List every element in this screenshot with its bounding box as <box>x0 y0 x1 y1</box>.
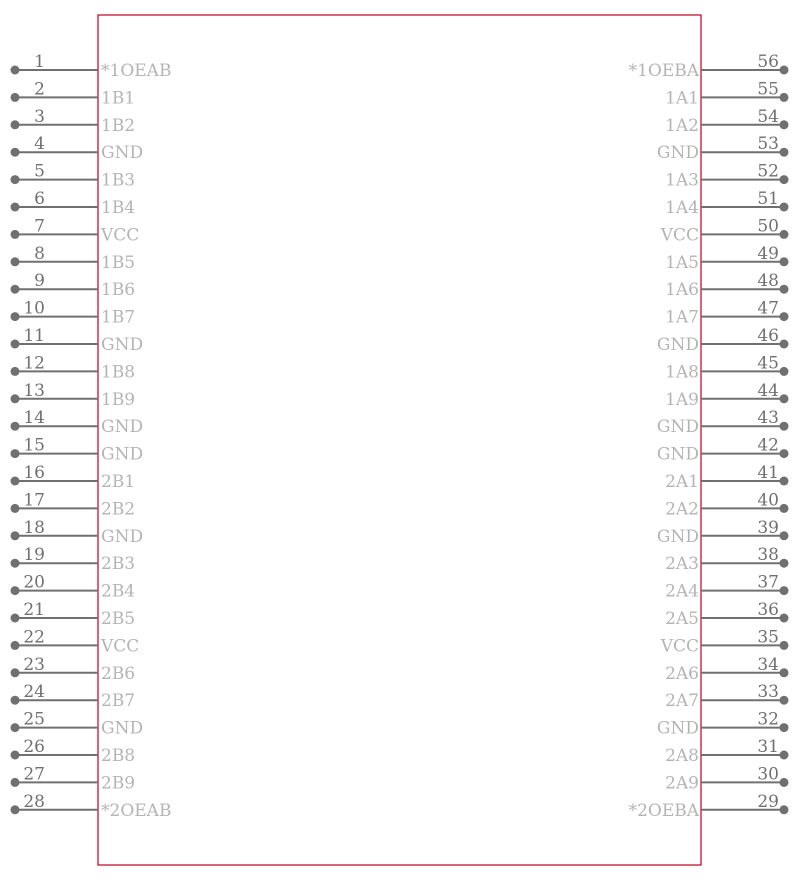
pin-right-25 <box>665 737 788 766</box>
pin-end-dot <box>11 120 20 129</box>
pin-right-14 <box>657 436 789 465</box>
pin-name: 1B4 <box>101 198 136 218</box>
pin-end-dot <box>780 805 789 814</box>
pin-right-11 <box>665 353 788 382</box>
pin-number: 30 <box>757 764 779 785</box>
pin-name: 1A5 <box>665 252 699 273</box>
pin-name: GND <box>101 335 144 355</box>
pin-name: 1A2 <box>665 115 699 136</box>
pin-name: *1OEAB <box>101 61 172 81</box>
pin-end-dot <box>780 449 789 458</box>
pin-number: 15 <box>23 435 45 456</box>
pin-end-dot <box>780 778 789 787</box>
pin-end-dot <box>11 257 20 266</box>
pin-number: 53 <box>757 134 779 155</box>
pin-right-1 <box>665 79 788 108</box>
pin-right-0 <box>629 52 789 81</box>
pin-number: 55 <box>757 79 779 100</box>
pin-number: 25 <box>23 709 45 730</box>
pin-end-dot <box>11 312 20 321</box>
pin-name: VCC <box>660 225 699 246</box>
pin-right-17 <box>657 518 789 547</box>
pin-number: 7 <box>34 216 45 237</box>
pin-end-dot <box>11 723 20 732</box>
pin-end-dot <box>11 614 20 623</box>
pin-right-12 <box>665 381 788 410</box>
pin-number: 21 <box>23 600 45 620</box>
pin-end-dot <box>780 422 789 431</box>
pin-number: 33 <box>757 682 779 703</box>
pin-name: 2B2 <box>101 499 136 520</box>
pin-name: 1A6 <box>665 280 699 301</box>
pin-name: 1A1 <box>665 88 699 109</box>
pin-end-dot <box>11 285 20 294</box>
pin-name: GND <box>101 526 144 547</box>
pin-number: 51 <box>757 189 779 209</box>
pin-left-1 <box>11 79 136 108</box>
pin-number: 4 <box>34 134 45 155</box>
pin-number: 16 <box>23 463 45 483</box>
pin-end-dot <box>780 257 789 266</box>
pin-left-11 <box>11 353 136 382</box>
pin-left-3 <box>11 134 144 163</box>
pin-name: 1A8 <box>665 362 699 383</box>
pin-number: 49 <box>757 243 779 264</box>
pin-end-dot <box>780 504 789 513</box>
pin-number: 20 <box>23 572 45 593</box>
pin-left-13 <box>11 408 144 437</box>
pin-left-23 <box>11 682 136 711</box>
pin-right-13 <box>657 408 789 437</box>
pin-name: *2OEAB <box>101 800 172 821</box>
pin-number: 56 <box>757 52 779 72</box>
pin-number: 43 <box>757 408 779 429</box>
pin-name: 1B2 <box>101 115 136 136</box>
pin-name: 2B8 <box>101 746 136 766</box>
pin-name: 2A6 <box>665 663 699 684</box>
pin-end-dot <box>780 668 789 677</box>
pin-name: GND <box>101 417 144 438</box>
pin-number: 8 <box>34 243 45 264</box>
pin-end-dot <box>780 394 789 403</box>
pin-name: 2B5 <box>101 609 136 629</box>
pin-end-dot <box>780 312 789 321</box>
pin-end-dot <box>780 531 789 540</box>
pin-left-22 <box>11 655 136 684</box>
pin-name: GND <box>656 718 699 739</box>
pin-name: VCC <box>660 636 699 657</box>
pin-left-16 <box>11 490 136 519</box>
pin-number: 34 <box>757 654 779 675</box>
pin-name: 2B3 <box>101 554 136 575</box>
pin-number: 40 <box>757 490 779 511</box>
pin-left-0 <box>11 52 172 81</box>
pin-name: 2A1 <box>665 472 699 492</box>
pin-number: 54 <box>757 106 779 127</box>
pin-name: 2A8 <box>665 746 699 766</box>
pin-number: 32 <box>757 709 779 730</box>
pin-end-dot <box>11 394 20 403</box>
pin-end-dot <box>780 641 789 650</box>
pin-name: 2A2 <box>665 499 699 520</box>
pin-number: 6 <box>34 189 45 209</box>
pin-left-27 <box>11 792 172 821</box>
pin-right-15 <box>665 463 788 492</box>
right-pin-column <box>629 52 789 821</box>
pin-number: 5 <box>34 161 45 182</box>
pin-left-7 <box>11 244 136 273</box>
pin-name: 2B9 <box>101 773 136 794</box>
pin-number: 42 <box>757 435 779 456</box>
pin-name: GND <box>656 526 699 547</box>
pin-number: 37 <box>757 572 779 593</box>
pin-end-dot <box>780 148 789 157</box>
pin-name: 1A3 <box>665 170 699 191</box>
pin-end-dot <box>780 559 789 568</box>
pin-name: 2A4 <box>665 581 699 602</box>
pin-name: 2B1 <box>101 472 136 492</box>
pin-number: 46 <box>757 326 779 346</box>
pin-name: GND <box>656 335 699 355</box>
pin-number: 23 <box>23 654 45 675</box>
pin-end-dot <box>780 586 789 595</box>
pin-right-19 <box>665 573 788 602</box>
pin-number: 26 <box>23 737 45 757</box>
pin-left-17 <box>11 518 144 547</box>
pin-name: 2B6 <box>101 663 136 684</box>
pin-end-dot <box>780 723 789 732</box>
pin-number: 50 <box>757 216 779 237</box>
pin-right-8 <box>665 271 788 300</box>
pin-end-dot <box>11 531 20 540</box>
pin-right-18 <box>665 545 788 574</box>
pin-end-dot <box>780 66 789 75</box>
pin-end-dot <box>11 805 20 814</box>
pin-right-7 <box>665 244 788 273</box>
pin-end-dot <box>11 477 20 486</box>
pin-end-dot <box>11 778 20 787</box>
pin-end-dot <box>11 230 20 239</box>
pin-name: 1A7 <box>665 307 699 328</box>
pin-name: 2A3 <box>665 554 699 575</box>
pin-number: 12 <box>23 353 45 374</box>
pin-end-dot <box>11 449 20 458</box>
pin-right-4 <box>665 162 788 191</box>
pin-end-dot <box>780 203 789 212</box>
pin-left-9 <box>11 299 136 328</box>
pin-left-18 <box>11 545 136 574</box>
component-body <box>98 15 701 865</box>
pin-left-12 <box>11 381 136 410</box>
pin-end-dot <box>11 586 20 595</box>
pin-number: 10 <box>23 298 45 319</box>
pin-left-4 <box>11 162 136 191</box>
pin-name: 1B5 <box>101 252 136 273</box>
pin-end-dot <box>780 285 789 294</box>
pin-name: 2A9 <box>665 773 699 794</box>
pin-right-21 <box>660 627 789 656</box>
pin-right-10 <box>657 326 789 355</box>
pin-end-dot <box>11 340 20 349</box>
pin-end-dot <box>780 120 789 129</box>
pin-number: 17 <box>23 490 45 511</box>
pin-end-dot <box>11 751 20 760</box>
pin-name: 1A4 <box>665 198 699 218</box>
pin-name: 1B3 <box>101 170 136 191</box>
pin-number: 27 <box>23 764 45 785</box>
pin-number: 45 <box>757 353 779 374</box>
pin-left-20 <box>11 600 136 629</box>
pin-end-dot <box>780 340 789 349</box>
pin-name: GND <box>101 444 144 465</box>
pin-end-dot <box>780 751 789 760</box>
pin-end-dot <box>780 93 789 102</box>
pin-end-dot <box>11 641 20 650</box>
pin-number: 41 <box>757 463 779 483</box>
pin-end-dot <box>11 148 20 157</box>
pin-left-19 <box>11 573 136 602</box>
pin-end-dot <box>11 504 20 513</box>
pin-number: 18 <box>23 517 45 538</box>
pin-left-5 <box>11 189 136 218</box>
pin-name: 2A7 <box>665 691 699 712</box>
pin-end-dot <box>11 367 20 376</box>
pin-end-dot <box>11 175 20 184</box>
pin-end-dot <box>780 696 789 705</box>
pin-name: 1B1 <box>101 88 136 109</box>
pin-left-14 <box>11 436 144 465</box>
pin-number: 24 <box>23 682 45 703</box>
pin-name: VCC <box>101 636 140 657</box>
pin-left-21 <box>11 627 140 656</box>
pin-number: 28 <box>23 791 45 812</box>
pin-number: 31 <box>757 737 779 757</box>
pin-name: GND <box>101 143 144 164</box>
pin-name: GND <box>656 444 699 465</box>
pin-right-3 <box>657 134 789 163</box>
pin-end-dot <box>11 668 20 677</box>
pin-left-25 <box>11 737 136 766</box>
pin-name: 1B9 <box>101 389 136 410</box>
pin-left-24 <box>11 710 144 739</box>
pin-number: 44 <box>757 380 779 401</box>
pin-name: GND <box>656 143 699 164</box>
pin-left-2 <box>11 107 136 136</box>
pin-end-dot <box>780 614 789 623</box>
pin-name: 2B4 <box>101 581 136 602</box>
pin-number: 13 <box>23 380 45 401</box>
pin-name: 1B7 <box>101 307 136 328</box>
pin-right-9 <box>665 299 788 328</box>
pin-number: 2 <box>34 79 45 100</box>
pin-right-6 <box>660 216 789 245</box>
pin-name: 1A9 <box>665 389 699 410</box>
pin-name: VCC <box>101 225 140 246</box>
pin-name: 2A5 <box>665 609 699 629</box>
pin-number: 47 <box>757 298 779 319</box>
pin-name: 2B7 <box>101 691 136 712</box>
pin-name: 1B8 <box>101 362 136 383</box>
pin-end-dot <box>11 203 20 212</box>
pin-name: 1B6 <box>101 280 136 301</box>
pin-right-5 <box>665 189 788 218</box>
pin-left-26 <box>11 764 136 793</box>
pin-number: 29 <box>757 791 779 812</box>
pin-left-6 <box>11 216 140 245</box>
pin-number: 9 <box>34 271 45 292</box>
pin-end-dot <box>780 477 789 486</box>
pin-name: GND <box>656 417 699 438</box>
pin-right-20 <box>665 600 788 629</box>
pin-end-dot <box>11 66 20 75</box>
pin-left-8 <box>11 271 136 300</box>
pin-number: 22 <box>23 627 45 648</box>
pin-number: 11 <box>23 326 45 346</box>
pin-number: 52 <box>757 161 779 182</box>
pin-left-15 <box>11 463 136 492</box>
pin-number: 35 <box>757 627 779 648</box>
pin-number: 3 <box>34 106 45 127</box>
pin-right-26 <box>665 764 788 793</box>
pin-right-24 <box>657 710 789 739</box>
pin-end-dot <box>11 93 20 102</box>
pin-number: 38 <box>757 545 779 566</box>
pin-end-dot <box>780 367 789 376</box>
pin-end-dot <box>11 422 20 431</box>
pin-right-27 <box>629 792 789 821</box>
pin-number: 14 <box>23 408 45 429</box>
pin-right-16 <box>665 490 788 519</box>
pin-number: 48 <box>757 271 779 292</box>
pin-name: *1OEBA <box>628 61 699 81</box>
pin-end-dot <box>11 696 20 705</box>
pin-number: 39 <box>757 517 779 538</box>
pin-right-2 <box>665 107 788 136</box>
pin-number: 19 <box>23 545 45 566</box>
pin-right-22 <box>665 655 788 684</box>
pin-right-23 <box>665 682 788 711</box>
pin-name: *2OEBA <box>628 800 699 821</box>
pin-name: GND <box>101 718 144 739</box>
pin-number: 1 <box>34 52 45 72</box>
pin-end-dot <box>780 175 789 184</box>
pin-number: 36 <box>757 600 779 620</box>
left-pin-column <box>11 52 172 821</box>
pin-end-dot <box>780 230 789 239</box>
pin-end-dot <box>11 559 20 568</box>
pin-left-10 <box>11 326 144 355</box>
